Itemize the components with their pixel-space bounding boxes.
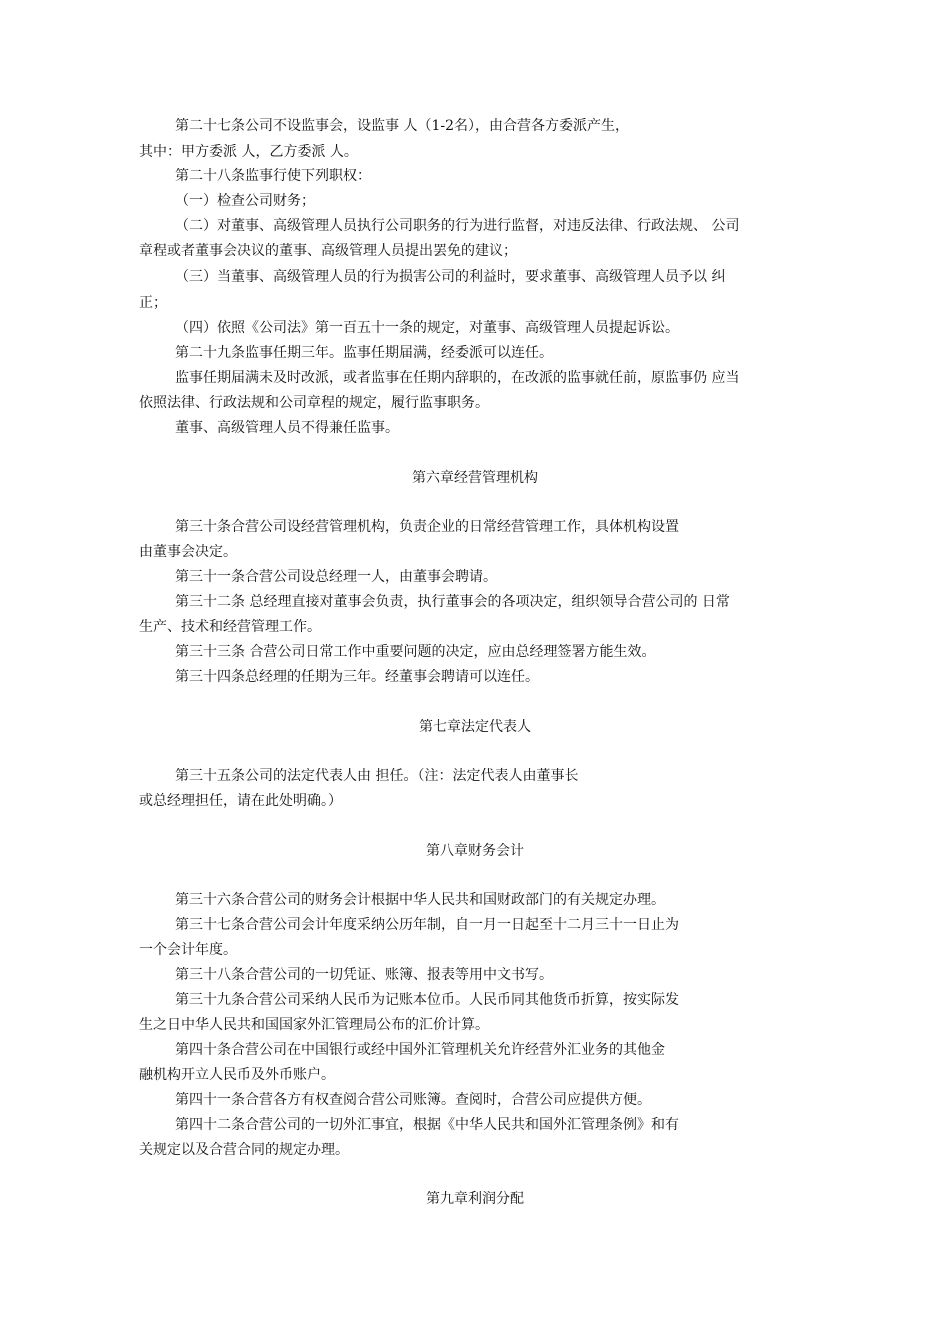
- text-line: 监事任期届满未及时改派，或者监事在任期内辞职的，在改派的监事就任前，原监事仍 应当: [175, 370, 740, 386]
- text-line: 依照法律、行政法规和公司章程的规定，履行监事职务。: [139, 395, 489, 411]
- text-line: 生之日中华人民共和国国家外汇管理局公布的汇价计算。: [139, 1017, 489, 1033]
- text-line: 第三十二条 总经理直接对董事会负责，执行董事会的各项决定，组织领导合营公司的 日常: [175, 594, 730, 610]
- chapter-heading: 第七章法定代表人: [419, 719, 531, 735]
- text-line: 第三十六条合营公司的财务会计根据中华人民共和国财政部门的有关规定办理。: [175, 892, 665, 908]
- text-line: 第三十八条合营公司的一切凭证、账簿、报表等用中文书写。: [175, 967, 553, 983]
- text-line: 第三十条合营公司设经营管理机构，负责企业的日常经营管理工作，具体机构设置: [175, 519, 679, 535]
- text-line: 第三十七条合营公司会计年度采纳公历年制，自一月一日起至十二月三十一日止为: [175, 917, 679, 933]
- text-line: 第三十四条总经理的任期为三年。经董事会聘请可以连任。: [175, 669, 539, 685]
- text-line: 其中：甲方委派 人，乙方委派 人。: [139, 144, 358, 160]
- text-line: 第四十二条合营公司的一切外汇事宜，根据《中华人民共和国外汇管理条例》和有: [175, 1117, 679, 1133]
- text-line: 第三十九条合营公司采纳人民币为记账本位币。人民币同其他货币折算，按实际发: [175, 992, 679, 1008]
- chapter-heading: 第九章利润分配: [426, 1191, 524, 1207]
- text-line: 一个会计年度。: [139, 942, 237, 958]
- text-line: 或总经理担任，请在此处明确。）: [139, 793, 342, 809]
- text-line: 第四十一条合营各方有权查阅合营公司账簿。查阅时，合营公司应提供方便。: [175, 1092, 651, 1108]
- text-line: （四）依照《公司法》第一百五十一条的规定，对董事、高级管理人员提起诉讼。: [175, 320, 679, 336]
- text-line: 第四十条合营公司在中国银行或经中国外汇管理机关允许经营外汇业务的其他金: [175, 1042, 665, 1058]
- text-line: 董事、高级管理人员不得兼任监事。: [175, 420, 399, 436]
- text-line: 第三十一条合营公司设总经理一人，由董事会聘请。: [175, 569, 497, 585]
- chapter-heading: 第八章财务会计: [426, 843, 524, 859]
- text-line: 融机构开立人民币及外币账户。: [139, 1067, 335, 1083]
- text-line: 第二十九条监事任期三年。监事任期届满，经委派可以连任。: [175, 345, 553, 361]
- text-line: 关规定以及合营合同的规定办理。: [139, 1142, 349, 1158]
- text-line: （三）当董事、高级管理人员的行为损害公司的利益时，要求董事、高级管理人员予以 纠: [175, 269, 726, 285]
- chapter-heading: 第六章经营管理机构: [412, 470, 538, 486]
- text-line: 第二十八条监事行使下列职权：: [175, 168, 371, 184]
- text-line: 章程或者董事会决议的董事、高级管理人员提出罢免的建议；: [139, 243, 517, 259]
- text-line: 第三十五条公司的法定代表人由 担任。（注：法定代表人由董事长: [175, 768, 579, 784]
- text-line: 生产、技术和经营管理工作。: [139, 619, 321, 635]
- text-line: 由董事会决定。: [139, 544, 237, 560]
- text-line: 第三十三条 合营公司日常工作中重要问题的决定，应由总经理签署方能生效。: [175, 644, 656, 660]
- text-line: 第二十七条公司不设监事会，设监事 人（1-2名），由合营各方委派产生，: [175, 118, 629, 134]
- text-line: （二）对董事、高级管理人员执行公司职务的行为进行监督，对违反法律、行政法规、 公司: [175, 218, 740, 234]
- text-line: （一）检查公司财务；: [175, 193, 315, 209]
- text-line: 正；: [139, 295, 167, 311]
